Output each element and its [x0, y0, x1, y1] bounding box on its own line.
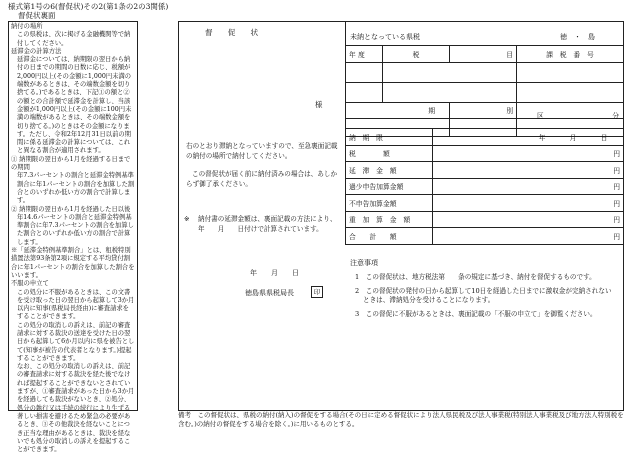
- notes-list: [355, 273, 617, 323]
- amount-unit: 円: [433, 228, 624, 245]
- reverse-note-1: この県税は、次に掲げる金融機関等で納付してください。: [17, 31, 131, 47]
- note-item: 3 この督促に不服があるときは、裏面記載の「不服の申立て」を御覧ください。: [355, 309, 597, 318]
- amount-row: [346, 145, 624, 162]
- amount-row: [346, 211, 624, 228]
- col-year: 年 度: [346, 46, 383, 63]
- reverse-note-4: ① 納期限の翌日から1月を経過する日までの期間: [11, 155, 131, 172]
- reverse-note-5: 年7.3パーセントの割合と延滞金特例基準割合に年1パーセントの割合を加算した割合とのいずれか低い方の割合で計算します。: [17, 172, 135, 205]
- amount-label: 重 加 算 金 額: [346, 211, 433, 228]
- note-item: 1 この督促状は、地方税法第 条の規定に基づき、納付を督促するものです。: [355, 273, 596, 281]
- reverse-note-2: 延滞金の計算方法: [11, 47, 62, 55]
- issuer-name: 徳島県県税局長: [245, 289, 294, 297]
- honorific: 様: [315, 100, 323, 109]
- amount-label: 税 額: [346, 145, 433, 162]
- page-subtitle: 督促状裏面: [18, 11, 56, 20]
- amount-row: [346, 228, 624, 245]
- amount-row: [346, 178, 624, 195]
- reverse-note-8: ※「延滞金特例基準割合」とは、租税特別措置法第93条第2項に規定する平均貸付割合に年1パーセントの割合を加算した割合をいいます。: [11, 247, 135, 279]
- notice-message: 右のとおり滞納となっていますので、至急裏面記載の納付の場所で納付してください。: [186, 142, 338, 160]
- reverse-note-7: 年14.6パーセントの割合と延滞金特例基準割合に年7.3パーセントの割合を加算した割合とのいずれか低い方の割合で計算します。: [17, 213, 134, 246]
- deadline-label: 納 期 限: [346, 129, 433, 146]
- amount-label: 過少申告加算金額: [346, 178, 433, 195]
- form-number: 様式第1号の6(督促状)その2(第1条の2の3関係): [8, 2, 169, 11]
- remarks: 備考 この督促状は、県税の納付(納入)の督促をする場合(その日に定める督促状により法人県民税及び法人事業税(特別法人事業税及び地方法人特別税を含む。)の納付の督促をする場合を除く。)に用いるものとする。: [178, 411, 624, 428]
- class-suffix: 分: [612, 112, 619, 121]
- amount-unit: 円: [433, 211, 624, 228]
- col-tax: 税: [383, 46, 450, 63]
- note-star: ※: [184, 215, 190, 223]
- amount-row: [346, 162, 624, 179]
- office-name: 徳 ・ 島: [560, 33, 595, 41]
- reverse-note-3: 延滞金については、納期限の翌日から納付の日までの期間の日数に応じ、税額が2,000円以上(その金額に1,000円未満の端数があるときは、その端数金額を切り捨てる。)であるときは、下記①の額と②の額との合計額で延滞金を計算し、当該金額が1,000円以上(その金額に100円未満の端数があるときは、その端数金額を切り捨てる。)のときはその金額になります。ただし、令和2年12月31日以前の期間に係る延滞金の計算については、これと異なる割合が適用されます。: [17, 56, 132, 155]
- reverse-note-12: なお、この処分の取消しの訴えは、前記の審査請求に対する裁決を経た後でなければ提起することができないとされていますが、①審査請求があった日から3か月を経過しても裁決がないとき、②処分、処分の執行又は手続の続行により生ずる著しい損害を避けるため緊急の必要があるとき、③その他裁決を経ないことにつき正当な理由があるときは、裁決を経ないでも処分の取消しの訴えを提起することができます。: [17, 363, 135, 454]
- reverse-note-11: この処分の取消しの訴えは、前記の審査請求に対する裁決の送達を受けた日の翌日から起算して6か月以内に県を被告として(知事が被告の代表者となります。)提起することができます。: [17, 321, 135, 362]
- deadline-month: 月: [569, 133, 577, 142]
- deadline-year: 年: [538, 133, 546, 142]
- amount-label: 延 滞 金 額: [346, 162, 433, 179]
- notes-title: 注意事項: [350, 259, 378, 267]
- notice-title: 督 促 状: [205, 28, 259, 37]
- issue-date: 年 月 日: [250, 269, 299, 277]
- col-taxno: 課 税 番 号: [517, 46, 624, 63]
- reverse-note-6: ② 納期限の翌日から1月を経過した日以後: [11, 205, 131, 213]
- deadline-day: 日: [600, 133, 608, 142]
- amount-row: [346, 195, 624, 212]
- amount-unit: 円: [433, 162, 624, 179]
- note-item: 2 この督促状の発付の日から起算して10日を経過した日までに激収金が完納されないときは、滞納処分を受けることになります。: [355, 286, 612, 305]
- class-label: 区: [537, 112, 544, 121]
- period-label: 期: [346, 102, 450, 119]
- col-item: 目: [450, 46, 517, 63]
- amount-label: 合 計 額: [346, 228, 433, 245]
- reverse-note-10: この処分に不服があるときは、この文書を受け取った日の翌日から起算して3か月以内に知事(県税局長経由)に審査請求をすることができます。: [17, 288, 135, 321]
- amount-unit: 円: [433, 145, 624, 162]
- reverse-note-0: 納付の場所: [11, 23, 43, 30]
- amount-unit: 円: [433, 195, 624, 212]
- installment-label: 別: [450, 102, 517, 119]
- amount-unit: 円: [433, 178, 624, 195]
- tax-info-table: [345, 45, 624, 137]
- unpaid-tax-label: 未納となっている県税: [350, 33, 420, 41]
- amount-table: [345, 128, 624, 245]
- reverse-note-9: 不服の申立て: [11, 280, 49, 288]
- notice-message-2: この督促状が届く前に納付済みの場合は、あしからず御了承ください。: [186, 170, 338, 188]
- delay-calc-note: 納付書の延滞金額は、裏面記載の方法により、 年 月 日付けで計算されています。: [198, 215, 353, 233]
- seal-box: 印: [311, 286, 323, 298]
- amount-label: 不申告加算金額: [346, 195, 433, 212]
- reverse-notes-panel: [8, 21, 138, 454]
